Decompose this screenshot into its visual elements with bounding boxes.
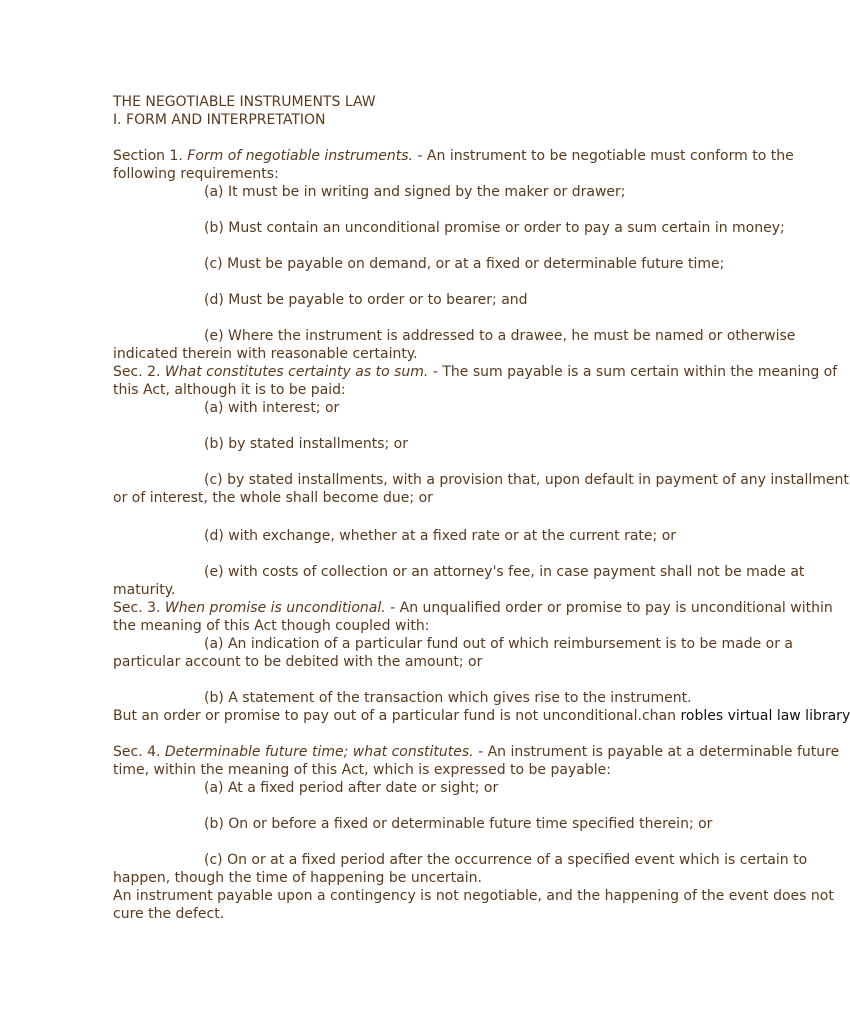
sec2-item-e-line2: maturity.: [113, 582, 176, 598]
sec4-lead: Sec. 4.: [113, 744, 165, 760]
sec4-line1-rest: - An instrument is payable at a determinable future: [473, 744, 840, 760]
sec1-item-c: (c) Must be payable on demand, or at a fixed or determinable future time;: [204, 256, 725, 272]
sec3-item-a-line2: particular account to be debited with the amount; or: [113, 654, 483, 670]
sec1-item-d: (d) Must be payable to order or to bearer; and: [204, 292, 528, 308]
sec4-closing-line1: An instrument payable upon a contingency is not negotiable, and the happening of the event does not: [113, 888, 834, 904]
sec2-item-c-line1: (c) by stated installments, with a provision that, upon default in payment of any installment: [204, 472, 849, 488]
sec1-line1-rest: - An instrument to be negotiable must conform to the: [412, 148, 794, 164]
library-mark-link[interactable]: robles virtual law library: [680, 708, 850, 724]
sec3-heading: When promise is unconditional.: [164, 600, 386, 616]
sec1-line2: following requirements:: [113, 166, 279, 182]
sec4-item-c-line2: happen, though the time of happening be uncertain.: [113, 870, 482, 886]
sec2-heading-line: [113, 363, 837, 381]
sec2-item-b: (b) by stated installments; or: [204, 436, 408, 452]
sec3-line2: the meaning of this Act though coupled with:: [113, 618, 430, 634]
sec2-line1-rest: - The sum payable is a sum certain within the meaning of: [428, 364, 838, 380]
sec1-item-e-line1: (e) Where the instrument is addressed to a drawee, he must be named or otherwise: [204, 328, 796, 344]
sec4-heading-line: [113, 743, 839, 761]
sec2-line2: this Act, although it is to be paid:: [113, 382, 346, 398]
sec1-item-b: (b) Must contain an unconditional promise or order to pay a sum certain in money;: [204, 220, 785, 236]
sec4-line2: time, within the meaning of this Act, which is expressed to be payable:: [113, 762, 611, 778]
sec3-item-b: (b) A statement of the transaction which gives rise to the instrument.: [204, 690, 692, 706]
sec2-item-d: (d) with exchange, whether at a fixed rate or at the current rate; or: [204, 528, 677, 544]
document-title: THE NEGOTIABLE INSTRUMENTS LAW: [113, 94, 376, 110]
document-subtitle: I. FORM AND INTERPRETATION: [113, 112, 326, 128]
sec3-heading-line: [113, 599, 833, 617]
sec3-item-a-line1: (a) An indication of a particular fund out of which reimbursement is to be made or a: [204, 636, 794, 652]
sec4-closing-line2: cure the defect.: [113, 906, 225, 922]
sec2-heading: What constitutes certainty as to sum.: [164, 364, 429, 380]
sec2-item-e-line1: (e) with costs of collection or an attorney's fee, in case payment shall not be made at: [204, 564, 805, 580]
sec3-lead: Sec. 3.: [113, 600, 165, 616]
sec4-item-c-line1: (c) On or at a fixed period after the occurrence of a specified event which is certain to: [204, 852, 808, 868]
sec4-item-a: (a) At a fixed period after date or sight; or: [204, 780, 499, 796]
sec3-line1-rest: - An unqualified order or promise to pay is unconditional within: [385, 600, 833, 616]
sec4-heading: Determinable future time; what constitutes.: [164, 744, 474, 760]
sec1-item-a: (a) It must be in writing and signed by the maker or drawer;: [204, 184, 626, 200]
sec2-lead: Sec. 2.: [113, 364, 165, 380]
sec1-item-e-line2: indicated therein with reasonable certainty.: [113, 346, 418, 362]
sec2-item-a: (a) with interest; or: [204, 400, 340, 416]
sec4-item-b: (b) On or before a fixed or determinable future time specified therein; or: [204, 816, 713, 832]
sec3-closing-main: But an order or promise to pay out of a particular fund is not unconditional.chan: [113, 708, 681, 724]
sec1-heading: Form of negotiable instruments.: [187, 148, 413, 164]
sec3-closing: [113, 707, 850, 725]
sec1-heading-line: [113, 147, 794, 165]
sec2-item-c-line2: or of interest, the whole shall become due; or: [113, 490, 433, 506]
sec1-lead: Section 1.: [113, 148, 188, 164]
